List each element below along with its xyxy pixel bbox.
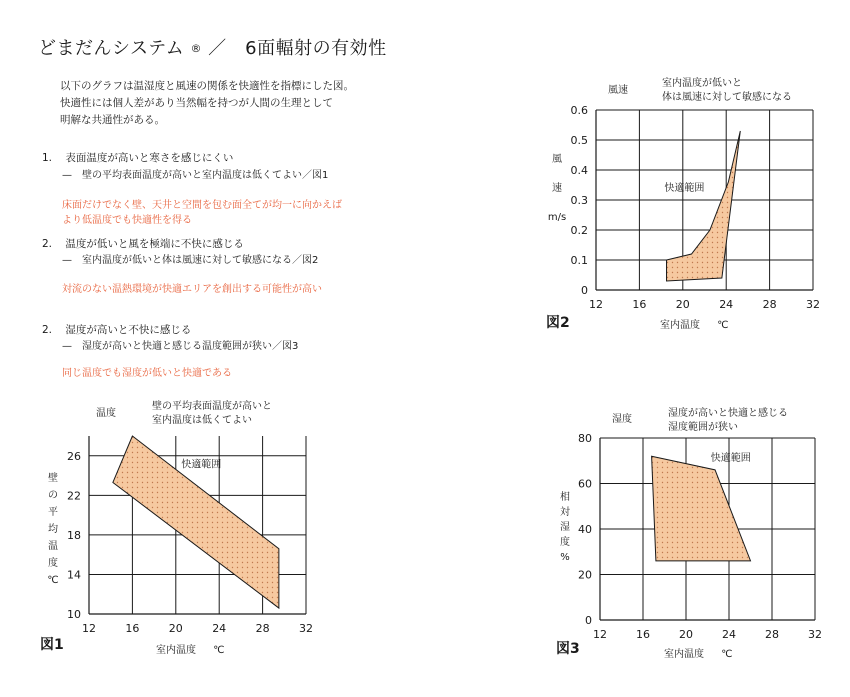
fig1-ylabel-char: の [48, 490, 58, 501]
fig1-ylabel-char: 度 [48, 558, 58, 569]
fig3-ylabel-char: % [560, 552, 570, 563]
fig1-ylabel-char: ℃ [47, 575, 59, 586]
x-tick-label: 12 [589, 298, 603, 311]
y-tick-label: 40 [578, 523, 592, 536]
registered-mark: ® [190, 42, 202, 55]
fig2-ylabel-char: 速 [552, 183, 562, 194]
item-2-sub: — 室内温度が低いと体は風速に対して敏感になる／図2 [62, 255, 319, 266]
fig3-ylabel-char: 湿 [560, 522, 570, 533]
item-2-note-1: 対流のない温熱環境が快適エリアを創出する可能性が高い [62, 284, 322, 295]
fig3-label: 図3 [556, 641, 580, 657]
y-tick-label: 0.4 [570, 164, 588, 177]
y-tick-label: 0.2 [570, 224, 588, 237]
item-3-number: 2. [42, 324, 53, 336]
fig3-xlabel-text: 室内温度 [664, 649, 704, 660]
fig2-label: 図2 [546, 315, 570, 331]
x-tick-label: 28 [255, 622, 270, 635]
y-tick-label: 14 [67, 568, 81, 582]
fig3-title-2: 湿度範囲が狭い [668, 422, 738, 433]
y-tick-label: 0.5 [570, 134, 588, 147]
fig3-title-1: 湿度が高いと快適と感じる [668, 408, 788, 419]
fig1-ylabel-char: 均 [48, 524, 58, 535]
y-tick-label: 0.3 [570, 194, 588, 207]
x-tick-label: 12 [82, 622, 96, 635]
item-1-sub: — 壁の平均表面温度が高いと室内温度は低くてよい／図1 [62, 170, 329, 181]
fig1-header: 温度 [96, 408, 116, 419]
y-tick-label: 80 [578, 432, 592, 445]
x-tick-label: 16 [632, 298, 647, 311]
x-tick-label: 32 [299, 622, 313, 635]
region-label: 快適範囲 [710, 452, 751, 464]
x-tick-label: 28 [765, 628, 779, 641]
y-tick-label: 0 [585, 614, 592, 627]
x-tick-label: 32 [806, 298, 820, 311]
fig2-title-2: 体は風速に対して敏感になる [662, 92, 792, 103]
x-tick-label: 16 [636, 628, 650, 641]
y-tick-label: 60 [578, 477, 592, 491]
item-3-sub: — 湿度が高いと快適と感じる温度範囲が狭い／図3 [62, 341, 299, 352]
y-tick-label: 20 [578, 568, 592, 582]
fig3-ylabel-char: 対 [560, 507, 570, 518]
intro-line-1: 以下のグラフは温湿度と風速の関係を快適性を指標にした図。 [60, 80, 354, 92]
y-tick-label: 0 [581, 284, 588, 297]
y-tick-label: 0.6 [570, 104, 588, 117]
fig1-title-2: 室内温度は低くてよい [152, 415, 252, 426]
fig1-ylabel-char: 壁 [48, 473, 58, 484]
comfort-region [652, 456, 751, 561]
item-2-text: 温度が低いと風を極端に不快に感じる [65, 238, 244, 250]
region-label: 快適範囲 [664, 183, 705, 194]
item-1-note-2: より低温度でも快適性を得る [62, 215, 192, 226]
x-tick-label: 24 [719, 298, 734, 311]
item-1-number: 1. [42, 152, 53, 164]
fig2-ylabel-char: m/s [547, 212, 567, 223]
fig2-xunit: ℃ [717, 320, 729, 331]
x-tick-label: 20 [675, 298, 690, 311]
y-tick-label: 10 [67, 608, 81, 621]
title-rest: ／ 6面輻射の有効性 [208, 38, 387, 59]
intro-line-2: 快適性には個人差があり当然幅を持つが人間の生理として [60, 97, 333, 109]
item-3-note-1: 同じ温度でも湿度が低いと快適である [62, 368, 232, 379]
y-tick-label: 18 [67, 528, 81, 542]
x-tick-label: 32 [808, 628, 822, 641]
x-tick-label: 24 [722, 628, 736, 641]
fig2-ylabel-char: 風 [552, 154, 562, 165]
fig1-ylabel-char: 平 [48, 507, 58, 518]
fig2-xlabel-text: 室内温度 [660, 320, 700, 331]
fig3-ylabel-char: 度 [560, 537, 570, 548]
fig3-ylabel-char: 相 [560, 492, 570, 503]
fig3-xunit: ℃ [721, 649, 733, 660]
item-1-note-1: 床面だけでなく壁、天井と空間を包む面全てが均一に向かえば [62, 200, 342, 211]
y-tick-label: 26 [67, 449, 81, 463]
fig2-title-1: 室内温度が低いと [662, 78, 742, 89]
fig1-xlabel-text: 室内温度 [156, 645, 196, 656]
y-tick-label: 22 [67, 489, 81, 503]
fig1-xunit: ℃ [213, 645, 225, 656]
x-tick-label: 24 [212, 622, 227, 635]
x-tick-label: 28 [762, 298, 777, 311]
x-tick-label: 12 [593, 628, 607, 641]
fig1-title-1: 壁の平均表面温度が高いと [152, 401, 272, 412]
x-tick-label: 20 [679, 628, 693, 641]
y-tick-label: 0.1 [570, 254, 588, 267]
item-1-text: 表面温度が高いと寒さを感じにくい [65, 152, 234, 164]
x-tick-label: 16 [125, 622, 140, 635]
fig2-header: 風速 [608, 85, 628, 96]
title-main: どまだんシステム [38, 38, 185, 59]
region-label: 快適範囲 [181, 459, 222, 471]
item-3-text: 湿度が高いと不快に感じる [65, 324, 192, 336]
item-2-number: 2. [42, 238, 53, 250]
intro-line-3: 明解な共通性がある。 [60, 114, 165, 126]
fig1-ylabel-char: 温 [48, 541, 58, 552]
x-tick-label: 20 [168, 622, 183, 635]
fig3-header: 湿度 [612, 414, 632, 425]
fig1-label: 図1 [40, 637, 64, 653]
